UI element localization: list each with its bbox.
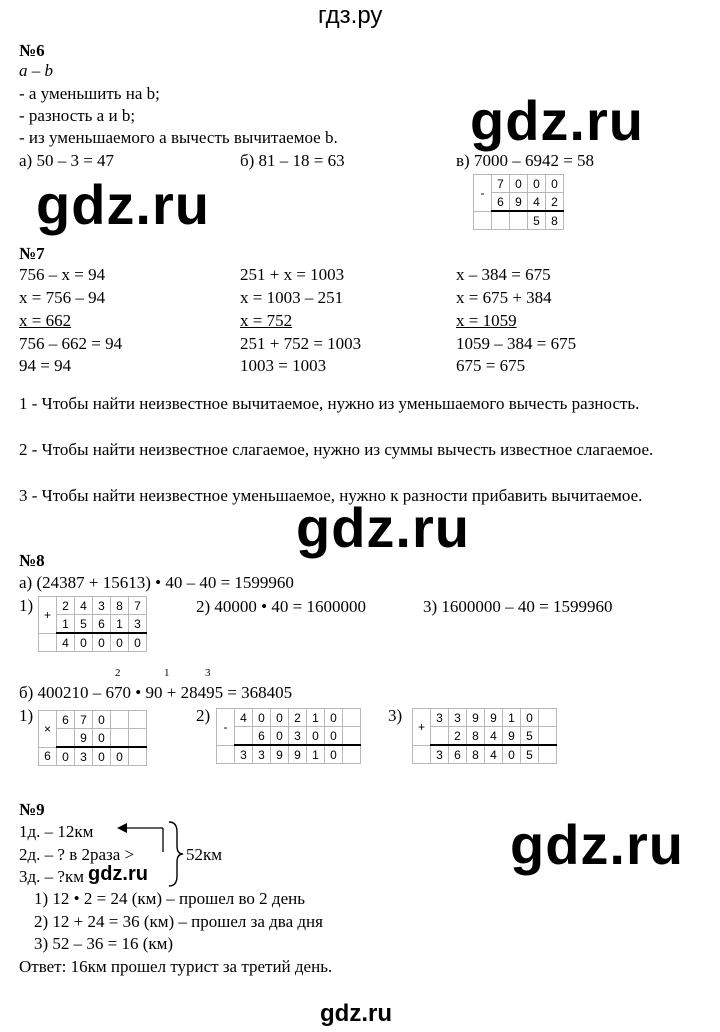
n7-c2-l4: 251 + 752 = 1003 — [240, 334, 362, 353]
n7-rule3: 3 - Чтобы найти неизвестное уменьшаемое, нужно к разности прибавить вычитаемое. — [19, 486, 643, 505]
grid-cell — [474, 211, 492, 230]
curly-brace-icon — [169, 822, 183, 886]
grid-cell: 4 — [485, 745, 503, 764]
grid-cell: 0 — [93, 729, 111, 748]
n6-title: №6 — [19, 41, 45, 60]
n8-b1-label: 1) — [19, 706, 34, 725]
n6-answer-c: в) 7000 – 6942 = 58 — [456, 151, 595, 170]
grid-cell: 4 — [485, 727, 503, 746]
grid-cell: 0 — [93, 747, 111, 766]
grid-cell — [111, 729, 129, 748]
grid-cell — [413, 745, 431, 764]
grid-cell: 0 — [93, 711, 111, 729]
n6-expr: a – b — [19, 61, 53, 80]
grid-cell: 9 — [289, 745, 307, 764]
grid-cell — [111, 711, 129, 729]
grid-cell: 4 — [75, 597, 93, 615]
n7-c2-l2: x = 1003 – 251 — [240, 288, 344, 307]
grid-cell: 8 — [467, 745, 485, 764]
grid-cell: 9 — [75, 729, 93, 748]
grid-cell: 4 — [235, 709, 253, 727]
grid-cell: 9 — [510, 193, 528, 212]
grid-cell: 0 — [111, 747, 129, 766]
n9-step3: 3) 52 – 36 = 16 (км) — [34, 934, 174, 953]
grid-cell: 0 — [307, 727, 325, 746]
grid-cell: 5 — [528, 211, 546, 230]
grid-cell: 7 — [129, 597, 147, 615]
grid-cell — [539, 745, 557, 764]
grid-cell — [431, 727, 449, 746]
grid-cell: 1 — [503, 709, 521, 727]
grid-cell — [343, 727, 361, 746]
n7-c3-l2: x = 675 + 384 — [456, 288, 552, 307]
n9-title: №9 — [19, 800, 45, 819]
grid-cell: 2 — [449, 727, 467, 746]
n6-line1: - a уменьшить на b; — [19, 84, 160, 103]
grid-cell: 0 — [503, 745, 521, 764]
grid-cell: 0 — [111, 633, 129, 652]
n9-arrow-brace — [115, 818, 187, 890]
grid-cell — [343, 745, 361, 764]
grid-cell: 0 — [325, 745, 343, 764]
grid-cell: 9 — [271, 745, 289, 764]
grid-cell: 6 — [492, 193, 510, 212]
grid-cell — [39, 633, 57, 652]
grid-cell: 5 — [521, 745, 539, 764]
n8-a3: 3) 1600000 – 40 = 1599960 — [423, 597, 613, 616]
n7-c3-l4: 1059 – 384 = 675 — [456, 334, 577, 353]
grid-cell: 8 — [467, 727, 485, 746]
n8-a1-column-addition — [38, 596, 147, 652]
watermark-1: gdz.ru — [470, 89, 644, 152]
grid-cell: 1 — [307, 745, 325, 764]
n7-c3-l3: x = 1059 — [456, 311, 517, 330]
n6-answer-b: б) 81 – 18 = 63 — [240, 151, 345, 170]
grid-cell: 0 — [521, 709, 539, 727]
n8-title: №8 — [19, 551, 45, 570]
grid-cell: 3 — [93, 597, 111, 615]
grid-cell: 0 — [93, 633, 111, 652]
grid-cell: 6 — [253, 727, 271, 746]
grid-cell — [235, 727, 253, 746]
grid-cell: 2 — [57, 597, 75, 615]
watermark-bottom: gdz.ru — [320, 1000, 392, 1027]
grid-cell: 7 — [492, 175, 510, 193]
grid-cell: 3 — [253, 745, 271, 764]
grid-cell: 2 — [289, 709, 307, 727]
grid-cell: 3 — [449, 709, 467, 727]
grid-cell: 9 — [485, 709, 503, 727]
watermark-4: gdz.ru — [510, 813, 684, 876]
n9-day1: 1д. – 12км — [19, 822, 94, 841]
n7-c3-l5: 675 = 675 — [456, 356, 526, 375]
grid-cell: 0 — [546, 175, 564, 193]
n7-rule1: 1 - Чтобы найти неизвестное вычитаемое, нужно из уменьшаемого вычесть разность. — [19, 394, 640, 413]
grid-cell: 6 — [39, 747, 57, 766]
watermark-top: гдз.ру — [318, 2, 383, 29]
grid-cell: 0 — [510, 175, 528, 193]
n8-order-1: 2 — [115, 667, 121, 679]
grid-cell: 9 — [467, 709, 485, 727]
grid-cell: 0 — [253, 709, 271, 727]
arrow-head-icon — [117, 823, 127, 833]
n7-rule2: 2 - Чтобы найти неизвестное слагаемое, нужно из суммы вычесть известное слагаемое. — [19, 440, 654, 459]
n9-total: 52км — [186, 845, 223, 864]
n8-b3-column-addition — [412, 708, 557, 764]
n6-column-subtraction — [473, 174, 564, 230]
n9-day3: 3д. – ?км — [19, 867, 84, 886]
n7-c1-l1: 756 – x = 94 — [19, 265, 106, 284]
grid-cell — [217, 745, 235, 764]
n6-line3: - из уменьшаемого a вычесть вычитаемое b. — [19, 128, 338, 147]
grid-sign: + — [39, 597, 57, 634]
n7-c1-l5: 94 = 94 — [19, 356, 72, 375]
n6-answer-a: а) 50 – 3 = 47 — [19, 151, 115, 170]
grid-cell — [129, 747, 147, 766]
grid-cell — [129, 729, 147, 748]
n7-c2-l3: x = 752 — [240, 311, 293, 330]
grid-cell: 2 — [546, 193, 564, 212]
n6-line2: - разность a и b; — [19, 106, 136, 125]
n9-answer: Ответ: 16км прошел турист за третий день. — [19, 957, 333, 976]
grid-cell: 5 — [521, 727, 539, 746]
grid-cell: 8 — [546, 211, 564, 230]
grid-sign: + — [413, 709, 431, 746]
grid-cell: 0 — [129, 633, 147, 652]
grid-cell: 0 — [271, 709, 289, 727]
n8-a2: 2) 40000 • 40 = 1600000 — [196, 597, 366, 616]
grid-cell — [539, 727, 557, 746]
grid-cell: 3 — [431, 745, 449, 764]
grid-cell — [492, 211, 510, 230]
n9-step2: 2) 12 + 24 = 36 (км) – прошел за два дня — [34, 912, 323, 931]
grid-cell — [57, 729, 75, 748]
grid-cell: 0 — [325, 709, 343, 727]
n7-c1-l4: 756 – 662 = 94 — [19, 334, 123, 353]
grid-sign: - — [217, 709, 235, 746]
n8-a-expr: а) (24387 + 15613) • 40 – 40 = 1599960 — [19, 573, 294, 592]
grid-cell: 3 — [75, 747, 93, 766]
n8-b-expr: б) 400210 – 670 • 90 + 28495 = 368405 — [19, 683, 293, 702]
grid-sign: × — [39, 711, 57, 748]
grid-cell: 0 — [528, 175, 546, 193]
watermark-3: gdz.ru — [296, 496, 470, 559]
n8-a1-label: 1) — [19, 596, 34, 615]
grid-cell: 0 — [325, 727, 343, 746]
grid-sign: - — [474, 175, 492, 212]
n8-b2-column-subtraction — [216, 708, 361, 764]
watermark-small: gdz.ru — [88, 863, 148, 885]
grid-cell: 9 — [503, 727, 521, 746]
n7-c1-l2: x = 756 – 94 — [19, 288, 106, 307]
grid-cell: 4 — [57, 633, 75, 652]
n8-order-3: 3 — [205, 667, 211, 679]
grid-cell: 3 — [431, 709, 449, 727]
grid-cell: 8 — [111, 597, 129, 615]
n7-c3-l1: x – 384 = 675 — [456, 265, 551, 284]
grid-cell: 3 — [289, 727, 307, 746]
n8-b3-label: 3) — [388, 706, 403, 725]
grid-cell: 0 — [271, 727, 289, 746]
grid-cell: 4 — [528, 193, 546, 212]
grid-cell: 0 — [75, 633, 93, 652]
grid-cell: 0 — [57, 747, 75, 766]
n8-b1-column-multiplication — [38, 710, 147, 766]
grid-cell — [129, 711, 147, 729]
grid-cell — [539, 709, 557, 727]
grid-cell: 1 — [111, 615, 129, 634]
n7-c2-l5: 1003 = 1003 — [240, 356, 327, 375]
grid-cell: 6 — [57, 711, 75, 729]
grid-cell: 6 — [93, 615, 111, 634]
grid-cell: 5 — [75, 615, 93, 634]
grid-cell: 3 — [235, 745, 253, 764]
grid-cell: 1 — [57, 615, 75, 634]
n8-b2-label: 2) — [196, 706, 211, 725]
n7-title: №7 — [19, 244, 45, 263]
n9-day2: 2д. – ? в 2раза > — [19, 845, 135, 864]
n9-step1: 1) 12 • 2 = 24 (км) – прошел во 2 день — [34, 889, 305, 908]
grid-cell: 7 — [75, 711, 93, 729]
n7-c1-l3: x = 662 — [19, 311, 72, 330]
n8-order-2: 1 — [164, 667, 170, 679]
grid-cell: 1 — [307, 709, 325, 727]
grid-cell: 6 — [449, 745, 467, 764]
grid-cell — [343, 709, 361, 727]
grid-cell: 3 — [129, 615, 147, 634]
watermark-2: gdz.ru — [36, 173, 210, 236]
grid-cell — [510, 211, 528, 230]
n7-c2-l1: 251 + x = 1003 — [240, 265, 345, 284]
